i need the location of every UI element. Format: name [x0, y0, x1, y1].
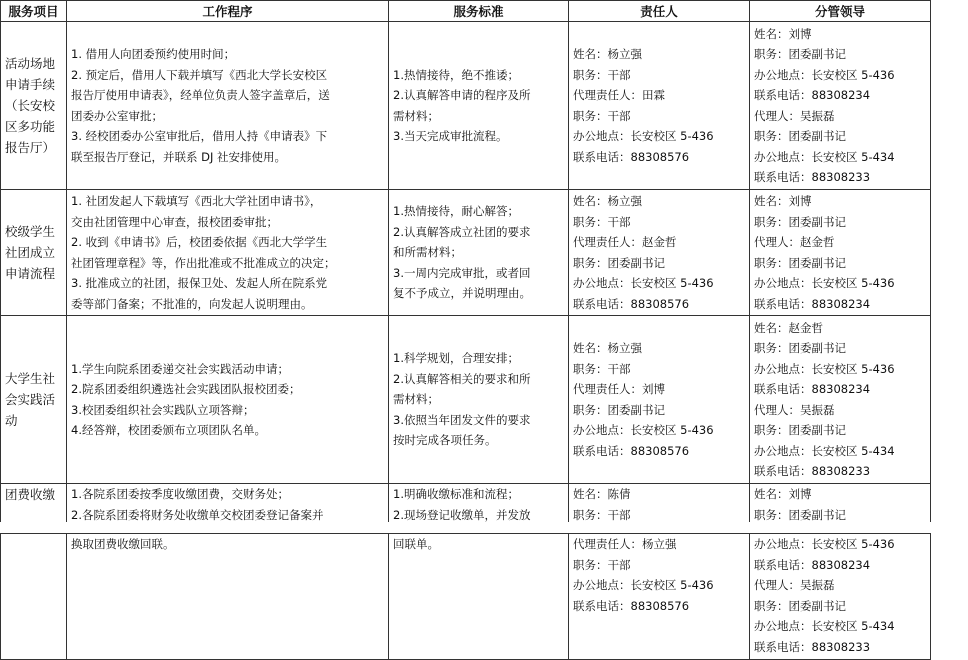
responsible-cell: 姓名：杨立强 职务：干部 代理责任人：赵金哲 职务：团委副书记 办公地点：长安校区 5-436 联系电话：88308576 [569, 190, 750, 316]
project-cell: 活动场地 申请手续 （长安校 区多功能 报告厅） [1, 22, 67, 190]
table-row [1, 484, 931, 526]
leader-cell: 姓名：刘博 职务：团委副书记 办公地点：长安校区 5-436 联系电话：88308234 代理人：吴振磊 职务：团委副书记 办公地点：长安校区 5-434 联系电话：88308233 [750, 22, 931, 190]
project-cell [1, 534, 67, 660]
responsible-cell: 姓名：陈倩 职务：干部 [569, 484, 750, 526]
table-row [1, 22, 931, 190]
header-project: 服务项目 [1, 1, 67, 22]
table-row [1, 534, 931, 660]
project-cell: 大学生社 会实践活 动 [1, 316, 67, 484]
leader-cell: 办公地点：长安校区 5-436 联系电话：88308234 代理人：吴振磊 职务：团委副书记 办公地点：长安校区 5-434 联系电话：88308233 [750, 534, 931, 660]
header-procedure: 工作程序 [67, 1, 389, 22]
header-standard: 服务标准 [389, 1, 569, 22]
standard-cell: 1.热情接待，绝不推诿； 2.认真解答申请的程序及所 需材料； 3.当天完成审批流程。 [389, 22, 569, 190]
project-cell: 校级学生 社团成立 申请流程 [1, 190, 67, 316]
header-responsible: 责任人 [569, 1, 750, 22]
table-row [1, 316, 931, 484]
header-row [1, 1, 931, 22]
header-leader: 分管领导 [750, 1, 931, 22]
leader-cell: 姓名：赵金哲 职务：团委副书记 办公地点：长安校区 5-436 联系电话：88308234 代理人：吴振磊 职务：团委副书记 办公地点：长安校区 5-434 联系电话：88308233 [750, 316, 931, 484]
standard-cell: 1.明确收缴标准和流程； 2.现场登记收缴单，并发放 [389, 484, 569, 526]
project-cell: 团费收缴 [1, 484, 67, 526]
leader-cell: 姓名：刘博 职务：团委副书记 代理人：赵金哲 职务：团委副书记 办公地点：长安校区 5-436 联系电话：88308234 [750, 190, 931, 316]
procedure-cell: 1.各院系团委按季度收缴团费，交财务处； 2.各院系团委将财务处收缴单交校团委登记备案并 [67, 484, 389, 526]
responsible-cell: 姓名：杨立强 职务：干部 代理责任人：刘博 职务：团委副书记 办公地点：长安校区 5-436 联系电话：88308576 [569, 316, 750, 484]
standard-cell: 1.科学规划，合理安排； 2.认真解答相关的要求和所 需材料； 3.依照当年团发文件的要求 按时完成各项任务。 [389, 316, 569, 484]
service-table-page2 [0, 533, 931, 660]
standard-cell: 1.热情接待，耐心解答； 2.认真解答成立社团的要求 和所需材料； 3.一周内完成审批，或者回 复不予成立，并说明理由。 [389, 190, 569, 316]
responsible-cell: 姓名：杨立强 职务：干部 代理责任人：田霖 职务：干部 办公地点：长安校区 5-436 联系电话：88308576 [569, 22, 750, 190]
standard-cell: 回联单。 [389, 534, 569, 660]
leader-cell: 姓名：刘博 职务：团委副书记 [750, 484, 931, 526]
table-row [1, 190, 931, 316]
responsible-cell: 代理责任人：杨立强 职务：干部 办公地点：长安校区 5-436 联系电话：88308576 [569, 534, 750, 660]
continuation-table [0, 533, 931, 660]
procedure-cell: 1. 社团发起人下载填写《西北大学社团申请书》， 交由社团管理中心审查，报校团委审批； 2. 收到《申请书》后，校团委依据《西北大学学生 社团管理章程》等，作出批准或不批准成立的决定； 3. 批准成立的社团，报保卫处、发起人所在院系党 委等部门备案；不批准的，向发起人说明理由。 [67, 190, 389, 316]
procedure-cell: 换取团费收缴回联。 [67, 534, 389, 660]
procedure-cell: 1. 借用人向团委预约使用时间； 2. 预定后，借用人下载并填写《西北大学长安校区 报告厅使用申请表》，经单位负责人签字盖章后，送 团委办公室审批； 3. 经校团委办公室审批后，借用人持《申请表》下 联至报告厅登记，并联系 DJ 社安排使用。 [67, 22, 389, 190]
procedure-cell: 1.学生向院系团委递交社会实践活动申请； 2.院系团委组织遴选社会实践团队报校团委； 3.校团委组织社会实践队立项答辩； 4.经答辩，校团委颁布立项团队名单。 [67, 316, 389, 484]
